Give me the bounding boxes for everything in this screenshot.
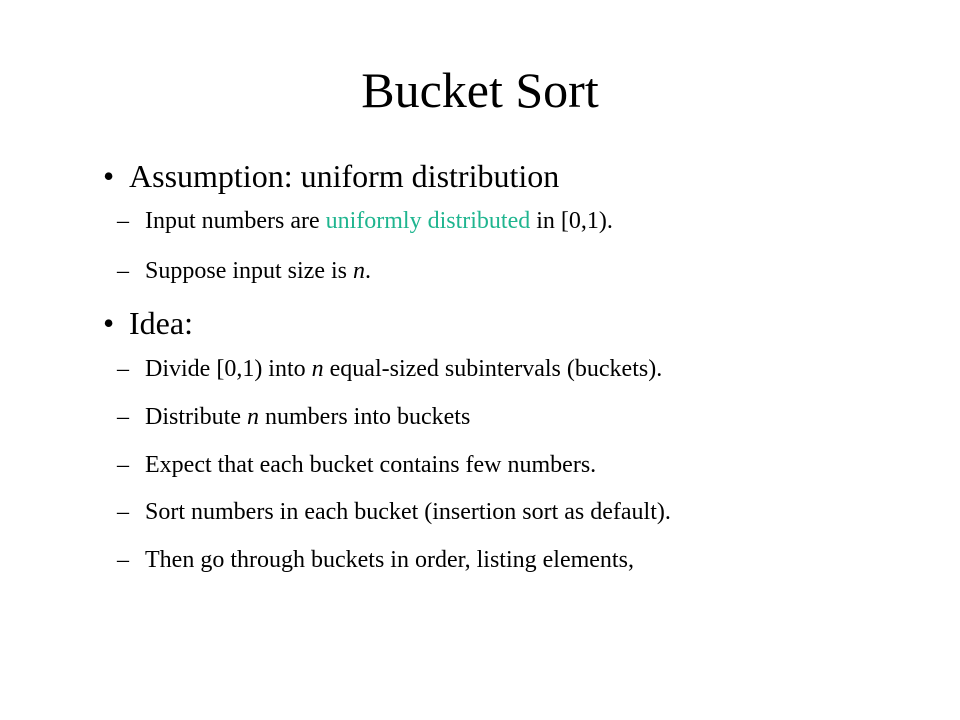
subitem-expect — [117, 450, 596, 480]
subitem-text: Sort numbers in each bucket (insertion sort as default). — [145, 499, 671, 525]
subitem-sort — [117, 497, 671, 527]
subitem-uniform-input — [117, 206, 613, 236]
bullet-idea — [103, 303, 193, 343]
dash-glyph: – — [117, 547, 129, 573]
bullet-assumption-text: Assumption: uniform distribution — [129, 158, 560, 194]
subitem-text: in [0,1). — [530, 208, 613, 234]
variable-n: n — [247, 404, 259, 430]
subitem-traverse — [117, 545, 634, 575]
variable-n: n — [353, 258, 365, 284]
dash-glyph: – — [117, 258, 129, 284]
subitem-input-size — [117, 256, 371, 286]
subitem-text: equal-sized subintervals (buckets). — [323, 356, 663, 382]
subitem-text: . — [365, 258, 371, 284]
subitem-text: Divide [0,1) into — [145, 356, 312, 382]
subitem-text: Input numbers are — [145, 208, 326, 234]
subitem-text: Distribute — [145, 404, 247, 430]
dash-glyph: – — [117, 208, 129, 234]
bullet-glyph: • — [103, 158, 115, 194]
bullet-glyph: • — [103, 305, 115, 341]
subitem-text: Then go through buckets in order, listing elements, — [145, 547, 634, 573]
variable-n: n — [311, 356, 324, 382]
subitem-text: Expect that each bucket contains few numbers. — [145, 452, 597, 478]
highlighted-phrase: uniformly distributed — [325, 208, 531, 234]
dash-glyph: – — [117, 499, 129, 525]
dash-glyph: – — [117, 404, 129, 430]
bullet-assumption — [103, 156, 559, 196]
dash-glyph: – — [117, 452, 129, 478]
subitem-text: Suppose input size is — [145, 258, 353, 284]
bullet-idea-text: Idea: — [129, 305, 193, 341]
subitem-distribute — [117, 402, 470, 432]
slide-title: Bucket Sort — [361, 62, 599, 118]
dash-glyph: – — [117, 356, 129, 382]
subitem-text: numbers into buckets — [259, 404, 471, 430]
subitem-divide — [117, 354, 662, 384]
